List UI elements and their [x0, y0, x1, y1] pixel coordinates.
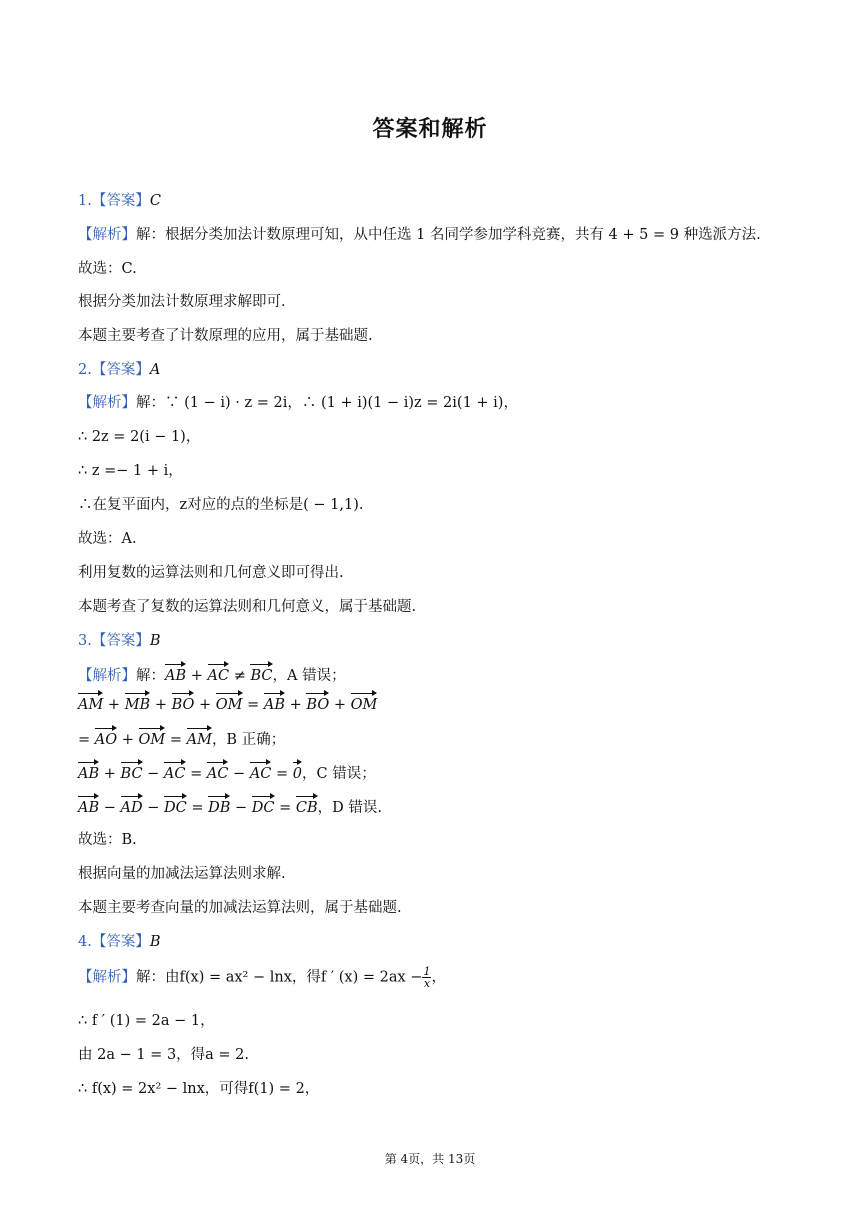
q2-step-3: ∴ z =− 1 + i，: [78, 463, 183, 479]
q4-line1-pre: 解：由f(x) = ax² − lnx，得f ′ (x) = 2ax −: [136, 969, 423, 986]
q2-analysis-tag: 【解析】: [78, 395, 136, 411]
q1-method: 根据分类加法计数原理求解即可.: [78, 294, 286, 310]
q4-answer-head: 4.【答案】: [78, 934, 150, 950]
q3-analysis-tag: 【解析】: [78, 668, 136, 684]
q2-analysis: [78, 393, 518, 413]
q3-l4-tail: ，C 错误；: [302, 766, 376, 782]
vector-ab: AB: [165, 664, 186, 686]
q1-answer-head: 1.【答案】: [78, 193, 150, 209]
q2-answer-head: 2.【答案】: [78, 362, 150, 378]
q2-summary: 本题考查了复数的运算法则和几何意义，属于基础题.: [78, 599, 417, 615]
q3-summary: 本题主要考查向量的加减法运算法则，属于基础题.: [78, 900, 402, 916]
q3-answer-line: [78, 631, 161, 651]
q4-step-2: ∴ f ′ (1) = 2a − 1，: [78, 1013, 215, 1029]
q4-answer-value: B: [149, 934, 161, 950]
q1-analysis: [78, 225, 761, 245]
q2-choose: 故选：A.: [78, 531, 137, 547]
q3-l1-tail: ，A 错误；: [272, 668, 346, 684]
q4-step-4: ∴ f(x) = 2x² − lnx，可得f(1) = 2，: [78, 1081, 320, 1097]
page-title: 答案和解析: [372, 117, 488, 142]
q3-l5-tail: ，D 错误.: [317, 800, 382, 816]
q3-expr-3: = AO + OM = AM，B 正确；: [78, 728, 285, 750]
q3-answer-value: B: [149, 633, 161, 649]
q2-answer-line: [78, 360, 160, 380]
q3-expr-4: AB + BC − AC = AC − AC = 0，C 错误；: [78, 762, 376, 784]
q3-analysis: 【解析】解：AB + AC ≠ BC，A 错误；: [78, 664, 346, 686]
q2-method: 利用复数的运算法则和几何意义即可得出.: [78, 565, 344, 581]
q1-summary: 本题主要考查了计数原理的应用，属于基础题.: [78, 328, 373, 344]
q4-analysis: [78, 966, 446, 989]
q2-step-2: ∴ 2z = 2(i − 1)，: [78, 429, 201, 445]
q3-expr-5: AB − AD − DC = DB − DC = CB，D 错误.: [78, 796, 382, 818]
q3-choose: 故选：B.: [78, 832, 137, 848]
q3-l3-tail: ，B 正确；: [211, 732, 286, 748]
q1-analysis-tag: 【解析】: [78, 227, 136, 243]
q2-analysis-text: 解：∵ (1 − i) · z = 2i，∴ (1 + i)(1 − i)z = 2i(1 + i)，: [136, 395, 518, 411]
q1-answer-line: [78, 191, 161, 211]
q4-answer-line: [78, 932, 161, 952]
q1-choose: 故选：C.: [78, 261, 137, 277]
q3-method: 根据向量的加减法运算法则求解.: [78, 866, 286, 882]
q2-answer-value: A: [149, 362, 161, 378]
fraction: $\frac{1}{x}$: [423, 965, 431, 990]
q1-answer-value: C: [149, 193, 161, 209]
q2-step-4: ∴在复平面内，z对应的点的坐标是( − 1,1).: [78, 497, 364, 513]
q4-line1-post: ，: [431, 969, 446, 986]
q3-jie: 解：: [136, 668, 165, 684]
q4-analysis-tag: 【解析】: [78, 969, 136, 986]
q3-answer-head: 3.【答案】: [78, 633, 150, 649]
q3-expr-2: AM + MB + BO + OM = AB + BO + OM: [78, 693, 377, 715]
vector-ac: AC: [208, 664, 230, 686]
q4-step-3: 由 2a − 1 = 3，得a = 2.: [78, 1047, 250, 1063]
q1-analysis-text: 解：根据分类加法计数原理可知，从中任选 1 名同学参加学科竞赛，共有 4 + 5 = 9 种选派方法.: [136, 227, 761, 243]
vector-bc: BC: [250, 664, 272, 686]
page-footer: 第 4页，共 13页: [384, 1152, 476, 1166]
